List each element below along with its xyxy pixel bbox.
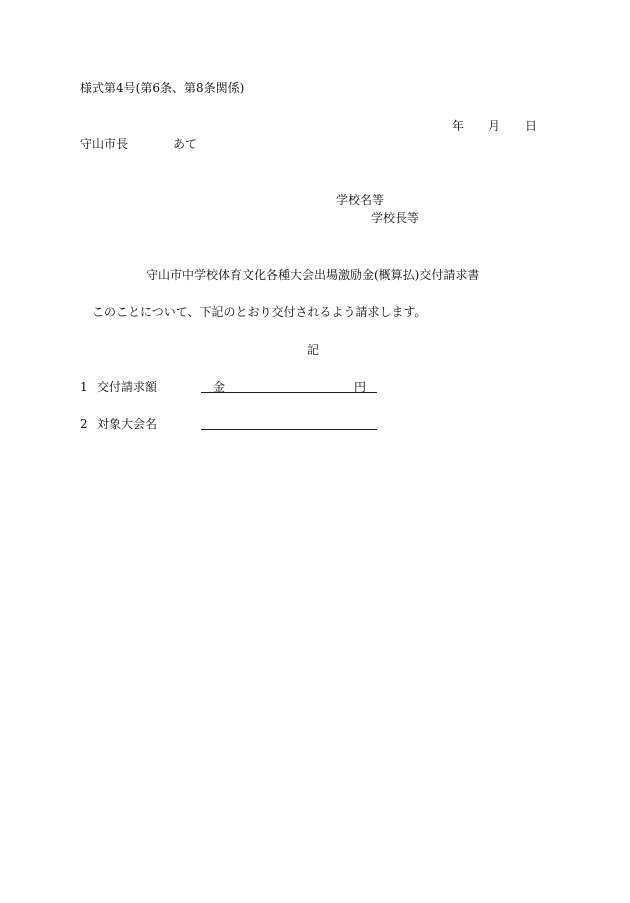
addressee-ate: あて xyxy=(173,137,198,151)
item-label: 対象大会名 xyxy=(97,417,158,431)
document-title: 守山市中学校体育文化各種大会出場激励金(概算払)交付請求書 xyxy=(146,268,480,282)
item-label: 交付請求額 xyxy=(97,380,158,394)
item-number: 2 xyxy=(80,417,88,431)
date-year-label: 年 xyxy=(452,119,465,133)
body-text: このことについて、下記のとおり交付されるよう請求します。 xyxy=(92,305,427,319)
addressee xyxy=(80,137,197,151)
item-row-amount xyxy=(80,380,157,394)
date-line xyxy=(452,119,537,133)
item-row-event xyxy=(80,417,157,431)
form-number: 様式第4号(第6条、第8条関係) xyxy=(80,81,245,95)
date-day-label: 日 xyxy=(525,119,538,133)
amount-field[interactable] xyxy=(201,377,377,393)
addressee-mayor: 守山市長 xyxy=(80,137,129,151)
amount-suffix: 円 xyxy=(354,380,367,394)
event-name-field[interactable] xyxy=(201,415,377,430)
item-number: 1 xyxy=(80,380,88,394)
school-name-label: 学校名等 xyxy=(336,193,385,207)
date-month-label: 月 xyxy=(488,119,501,133)
principal-label: 学校長等 xyxy=(371,211,420,225)
ki-heading: 記 xyxy=(307,343,320,357)
amount-prefix: 金 xyxy=(213,380,226,394)
